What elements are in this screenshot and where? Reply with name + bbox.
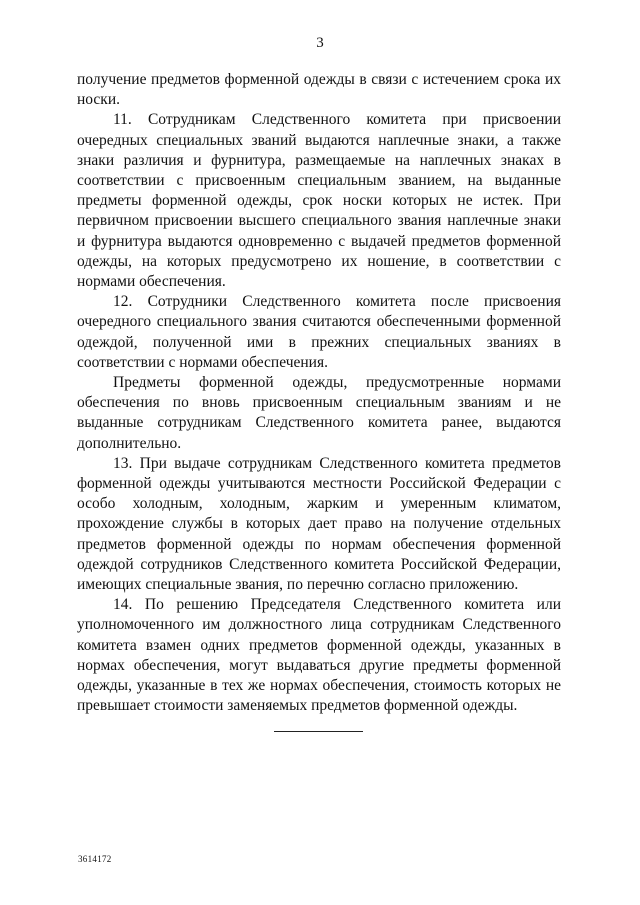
document-body bbox=[77, 70, 561, 717]
paragraph-item-13: 13. При выдаче сотрудникам Следственного комитета предметов форменной одежды учитываются местности Российской Федерации с особо холодным, холодным, жарким и умеренным климатом, прохождение службы в которых дает право на получение отдельных предметов форменной одежды по нормам обеспечения форменной одеждой сотрудников Следственного комитета Российской Федерации, имеющих специальные звания, по перечню согласно приложению. bbox=[77, 454, 561, 594]
paragraph-continuation: получение предметов форменной одежды в связи с истечением срока их носки. bbox=[77, 71, 561, 109]
paragraph-item-12-continuation: Предметы форменной одежды, предусмотренные нормами обеспечения по вновь присвоенным специальным званиям и не выданные сотрудникам Следственного комитета ранее, выдаются дополнительно. bbox=[77, 374, 561, 452]
paragraph-item-14: 14. По решению Председателя Следственного комитета или уполномоченного им должностного лица сотрудникам Следственного комитета взамен одних предметов форменной одежды, указанных в нормах обеспечения, могут выдаваться другие предметы форменной одежды, указанные в тех же нормах обеспечения, стоимость которых не превышает стоимости заменяемых предметов форменной одежды. bbox=[77, 596, 561, 715]
page-number: 3 bbox=[316, 35, 324, 51]
paragraph-item-11: 11. Сотрудникам Следственного комитета при присвоении очередных специальных званий выдаются наплечные знаки, а также знаки различия и фурнитура, размещаемые на наплечных знаках в соответствии с присвоенным специальным званием, на выданные предметы форменной одежды, срок носки которых не истек. При первичном присвоении высшего специального звания наплечные знаки и фурнитура выдаются одновременно с выдачей предметов форменной одежды, на которых предусмотрено их ношение, в соответствии с нормами обеспечения. bbox=[77, 111, 561, 291]
end-divider bbox=[274, 731, 363, 732]
paragraph-item-12: 12. Сотрудники Следственного комитета после присвоения очередного специального звания считаются обеспеченными форменной одеждой, полученной ими в прежних специальных званиях в соответствии с нормами обеспечения. bbox=[77, 293, 561, 371]
document-code: 3614172 bbox=[78, 854, 112, 864]
